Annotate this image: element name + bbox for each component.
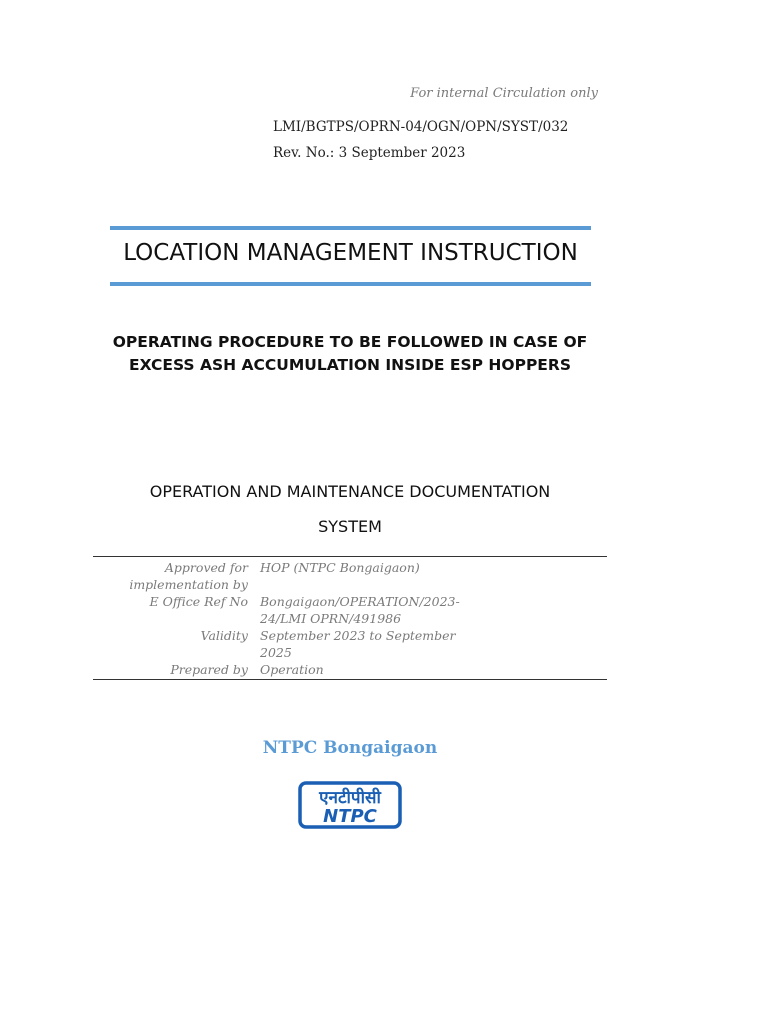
system-line-2: SYSTEM [318, 517, 382, 536]
row-label [93, 610, 260, 627]
row-value: Operation [260, 662, 324, 677]
row-value: September 2023 to September [260, 628, 456, 643]
row-value: HOP (NTPC Bongaigaon) [260, 560, 420, 575]
title-rule-bottom [110, 282, 591, 286]
documentation-system-title [100, 474, 600, 544]
procedure-subject [100, 331, 600, 377]
row-label: E Office Ref No [149, 594, 248, 609]
table-row [93, 593, 607, 610]
logo-latin-text: NTPC [323, 806, 377, 827]
row-label [93, 644, 260, 661]
row-value: Bongaigaon/OPERATION/2023- [260, 594, 460, 609]
table-row [93, 559, 607, 576]
ntpc-logo [298, 781, 402, 829]
circulation-note: For internal Circulation only [410, 86, 598, 101]
row-label: implementation by [129, 577, 248, 592]
subject-line-1: OPERATING PROCEDURE TO BE FOLLOWED IN CASE OF [112, 333, 588, 351]
table-row [93, 576, 607, 593]
subject-line-2: EXCESS ASH ACCUMULATION INSIDE ESP HOPPERS [129, 356, 571, 374]
row-label: Prepared by [170, 662, 248, 677]
title-rule-top [110, 226, 591, 230]
row-label: Validity [200, 628, 248, 643]
table-row [93, 644, 607, 661]
row-value: 24/LMI OPRN/491986 [260, 611, 402, 626]
logo-hindi-text: एनटीपीसी [319, 788, 381, 808]
table-row [93, 627, 607, 644]
document-title: LOCATION MANAGEMENT INSTRUCTION [123, 240, 578, 266]
document-reference: LMI/BGTPS/OPRN-04/OGN/OPN/SYST/032 [273, 119, 569, 135]
row-value: 2025 [260, 645, 292, 660]
table-row [93, 610, 607, 627]
organization-name: NTPC Bongaigaon [262, 738, 438, 758]
revision-number: Rev. No.: 3 September 2023 [273, 145, 466, 161]
approval-table [93, 556, 607, 680]
row-label: Approved for [164, 560, 248, 575]
table-row [93, 661, 607, 678]
row-value [260, 576, 472, 593]
system-line-1: OPERATION AND MAINTENANCE DOCUMENTATION [149, 482, 551, 501]
